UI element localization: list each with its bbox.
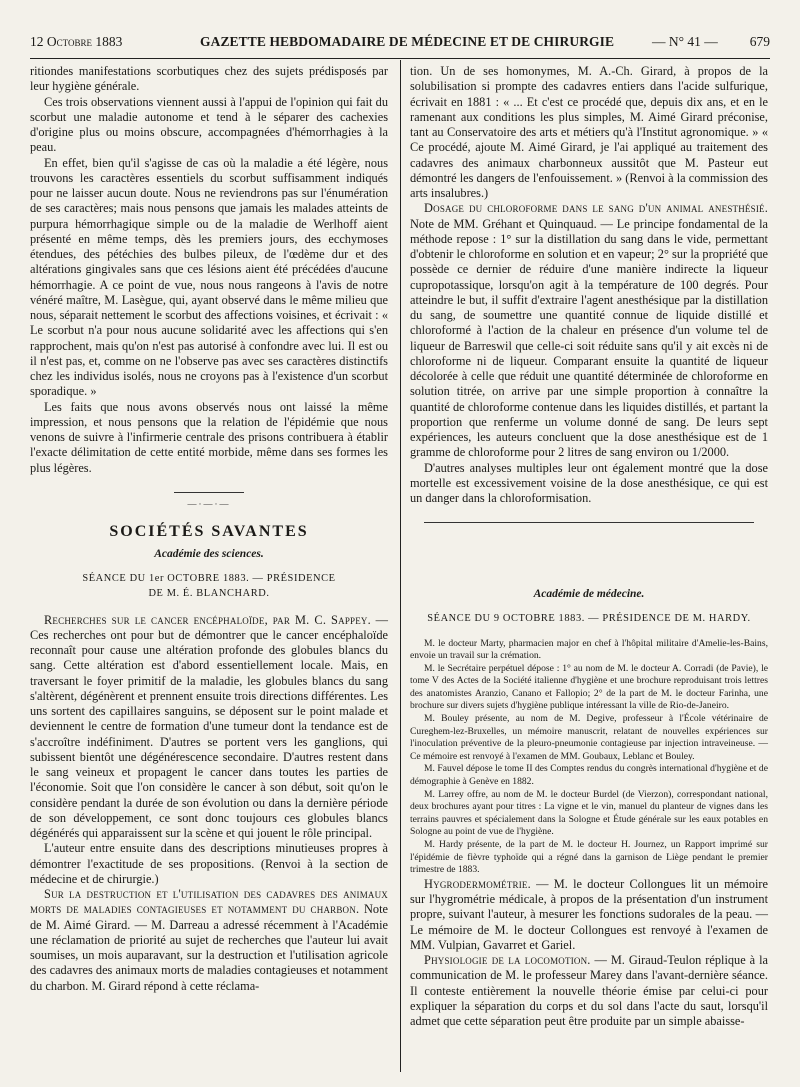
header-issue-number: — N° 41 —: [652, 34, 718, 49]
correspondence-item: M. Hardy présente, de la part de M. le docteur H. Journez, un Rapport imprimé sur l'épidémie de fièvre typhoïde qui a régné dans la garnison de Liège pendant le premier trimestre de 1883.: [410, 839, 768, 876]
scorbut-paragraph-2: Ces trois observations viennent aussi à l'appui de l'opinion qui fait du scorbut une maladie autonome et tend à le séparer des cachexies d'origine plus ou moins obscure, accompagnées d'hémorrhagies à la peau.: [30, 94, 388, 155]
girard-article-body: Note de M. Aimé Girard. — M. Darreau a adressé récemment à l'Académie une réclamation de priorité au sujet de recherches que l'auteur lui avait soumises, un mois auparavant, sur la destruction et l'utilisation agricole des cadavres des animaux morts de maladies contagieuses et notamment du charbon. M. Girard répond à cette réclama-: [30, 902, 388, 993]
section-separator-right: [424, 522, 754, 523]
cancer-article-heading: Recherches sur le cancer encéphaloïde, par M. C. Sappey.: [44, 612, 371, 627]
cancer-article-body: — Ces recherches ont pour but de démontrer que le cancer encéphaloïde reconnaît pour cause une altération profonde des globules blancs du sang. Cette altération est d'abord essentiellement locale. Mais, en traversant le foyer primitif de la maladie, les globules blancs du sang s'altèrent, dégénèrent et prennent ensuite trois directions différentes. Les uns sortent des capillaires sanguins, se déposent sur le point malade et deviennent le centre de formation d'une tumeur dont la tendance est de s'accroître indéfiniment. D'autres se portent vers les ganglions, qui subissent bientôt une dégénérescence secondaire. D'autres restent dans le sang veineux et propagent le cancer dans toutes les parties de l'économie. Soit que l'on considère le cancer à son début, soit qu'on le considère pendant la durée de son évolution ou dans la dernière période de son développement, ce sont donc toujours ces globules blancs dégénérés qui apparaissent sur la scène et qui jouent le rôle principal.: [30, 612, 388, 840]
scorbut-paragraph-3: En effet, bien qu'il s'agisse de cas où la maladie a été légère, nous trouvons les caractères essentiels du scorbut suffisamment indiqués pour ne laisser aucun doute. Nous ne reviendrons pas sur l'énumération de ses caractères; mais nous pensons que jamais les malades atteints de purpura hémorrhagique simple ou de la maladie de Werlhoff aient présenté en même temps, dès les premiers jours, des ecchymoses étendues, des pétéchies des bulbes pileux, de l'œdème dur et des altérations gingivales sans que ces lésions aient été précédées d'aucune hémorrhagie. A ce point de vue, nous nous rangeons à l'avis de notre vénéré maître, M. Lasègue, qui, ayant observé dans le même milieu que nous, séparait nettement le scorbut des affections voisines, et écrivait : « Le scorbut n'a pour nous aucune solidarité avec les affections qui s'en rapprochent, mais qu'on n'est pas autorisé à confondre avec lui. Il est ou il n'est pas, et, comme on ne l'observe pas avec ses caractères distinctifs chez les individus isolés, nous ne croyons pas à l'existence d'un scorbut sporadique. »: [30, 155, 388, 399]
separator-ornament: —·—·—: [187, 498, 231, 509]
header-journal-title: GAZETTE HEBDOMADAIRE DE MÉDECINE ET DE CHIRURGIE: [200, 34, 615, 49]
section-title: SOCIÉTÉS SAVANTES: [109, 523, 309, 540]
header-rule: [30, 58, 770, 59]
seance-medecine-heading: SÉANCE DU 9 OCTOBRE 1883. — PRÉSIDENCE DE M. HARDY.: [427, 612, 751, 624]
seance-sciences-heading: [30, 571, 388, 601]
correspondence-item: M. Bouley présente, au nom de M. Degive, professeur à l'École vétérinaire de Cureghem-lez-Bruxelles, un mémoire manuscrit, relatant de nouvelles expériences sur l'inoculation préventive de la pleuro-pneumonie contagieuse par injection intraveineuse. — Ce mémoire est renvoyé à l'examen de MM. Goubaux, Leblanc et Bouley.: [410, 713, 768, 762]
spacer: [410, 527, 768, 583]
girard-article: [30, 887, 388, 994]
seance-sciences-line-1: SÉANCE DU 1er OCTOBRE 1883. — PRÉSIDENCE: [82, 572, 336, 584]
dosage-article-heading: Dosage du chloroforme dans le sang d'un animal anesthésié.: [424, 201, 768, 216]
locomotion-article: [410, 953, 768, 1029]
academie-medecine-heading: Académie de médecine.: [533, 588, 645, 601]
correspondence-item: M. le Secrétaire perpétuel dépose : 1° au nom de M. le docteur A. Corradi (de Pavie), le tome V des Actes de la Société italienne d'hygiène et une brochure reproduisant trois lettres des anatomistes Aranzio, Canano et Fallopio; 2° de la part de M. le docteur Farinha, une brochure sur divers sujets d'hygiène publique intéressant la ville de Rio-de-Janeiro.: [410, 662, 768, 712]
header-page-number: 679: [749, 34, 770, 49]
hygrodermometrie-heading: Hygrodermométrie.: [424, 876, 531, 891]
cancer-article: [30, 613, 388, 842]
scorbut-paragraph-4: Les faits que nous avons observés nous ont laissé la même impression, et nous pensons que la relation de l'épidémie que nous venons de suivre à l'infirmerie centrale des prisons contribuera à établir l'exacte délimitation de cette entité morbide, même dans ses formes les plus légères.: [30, 399, 388, 475]
scorbut-paragraph-1: ritiondes manifestations scorbutiques chez des sujets prédisposés par leur hygiène générale.: [30, 64, 388, 94]
header-date: 12 Octobre 1883: [30, 34, 123, 49]
running-header: [30, 34, 770, 54]
section-separator: [174, 492, 244, 493]
girard-article-heading: Sur la destruction et l'utilisation des cadavres des animaux morts de maladies contagieuses et notamment du charbon.: [30, 887, 388, 917]
girard-continuation: tion. Un de ses homonymes, M. A.-Ch. Girard, à propos de la solubilisation si prompte des cadavres entiers dans l'acide sulfurique, écrivait en 1881 : « ... Et c'est ce procédé que, depuis dix ans, et en le ramenant aux conditions les plus simples, M. Aimé Girard préconise, tant au Conservatoire des arts et métiers qu'à l'Institut agronomique. » « Ce procédé, ajoute M. Aimé Girard, je l'ai appliqué au traitement des cadavres des animaux charbonneux aussitôt que M. Pasteur eut démontré les dangers de l'enfouissement. » (Renvoi à la commission des arts insalubres.): [410, 64, 768, 200]
correspondence-block: [410, 638, 768, 877]
dosage-article-paragraph-2: D'autres analyses multiples leur ont également montré que la dose mortelle est excessivement voisine de la dose anesthésique, ce qui est un danger dans la chloroformisation.: [410, 460, 768, 505]
locomotion-heading: Physiologie de la locomotion.: [424, 953, 591, 968]
hygrodermometrie-body: — M. le docteur Collongues lit un mémoire sur l'hygrométrie médicale, à propos de la présentation d'un instrument propre, suivant l'auteur, à mesurer les fonctions sudorales de la peau. — Le mémoire de M. le docteur Collongues est renvoyé à l'examen de MM. Vulpian, Gavarret et Gariel.: [410, 876, 769, 952]
correspondence-item: M. le docteur Marty, pharmacien major en chef à l'hôpital militaire d'Amelie-les-Bains, envoie un travail sur la crémation.: [410, 637, 768, 662]
locomotion-body: — M. Giraud-Teulon réplique à la communication de M. le professeur Marey dans l'avant-dernière séance. Il conteste entièrement la nouvelle théorie émise par celui-ci pour expliquer la séparation du corps et du sol dans l'acte du saut, lorsqu'il admet que cette séparation peut être produite par un simple abaisse-: [410, 953, 768, 1029]
right-column: [410, 64, 768, 1029]
dosage-article-body: Note de MM. Gréhant et Quinquaud. — Le principe fondamental de la méthode repose : 1° sur la distillation du sang dans le vide, permettant d'obtenir le chloroforme en solution et en vapeur; 2° sur la propriété que possède ce dernier de réduire d'une manière indirecte la liqueur cupropotassique, lorsqu'on agit à la température de 100 degrés. Pour atteindre le but, il suffit d'extraire l'agent anesthésique par la distillation du sang, de soumettre une quantité connue de liquide distillé et chloroformé à l'action de la chaleur en présence d'un volume tel de liqueur de Barreswil que celle-ci soit réduite sans qu'il y ait excès ni de chloroforme ni de liqueur. Comparant ensuite la quantité de liqueur décolorée à celle que réduit une quantité déterminée de chloroforme en solution titrée, on arrive par une simple proportion à connaître la quantité de chloroforme contenue dans les liquides distillés, et partant la proportion que renferme un volume donné de sang. De leurs sept expériences, les auteurs concluent que la dose anesthésique est de 1 gramme de chloroforme pour 2 litres de sang environ ou 1/2000.: [410, 216, 768, 460]
correspondence-item: M. Fauvel dépose le tome II des Comptes rendus du congrès international d'hygiène et de démographie à Genève en 1882.: [410, 763, 768, 788]
academie-sciences-heading: Académie des sciences.: [154, 548, 264, 561]
correspondence-item: M. Larrey offre, au nom de M. le docteur Burdel (de Vierzon), correspondant national, deux brochures ayant pour titres : La vigne et le vin, manuel du planteur de vignes dans les terrains pauvres et spécialement dans la Sologne et Étude générale sur les eaux potables en Sologne au point de vue de l'hygiène.: [410, 788, 768, 838]
dosage-article: [410, 201, 768, 460]
seance-sciences-line-2: DE M. É. BLANCHARD.: [148, 587, 270, 599]
left-column: [30, 64, 388, 994]
hygrodermometrie-article: [410, 877, 768, 953]
column-divider: [400, 60, 401, 1072]
cancer-article-paragraph-2: L'auteur entre ensuite dans des descriptions minutieuses propres à démontrer l'exactitude de ses propositions. (Renvoi à la section de médecine et de chirurgie.): [30, 841, 388, 886]
